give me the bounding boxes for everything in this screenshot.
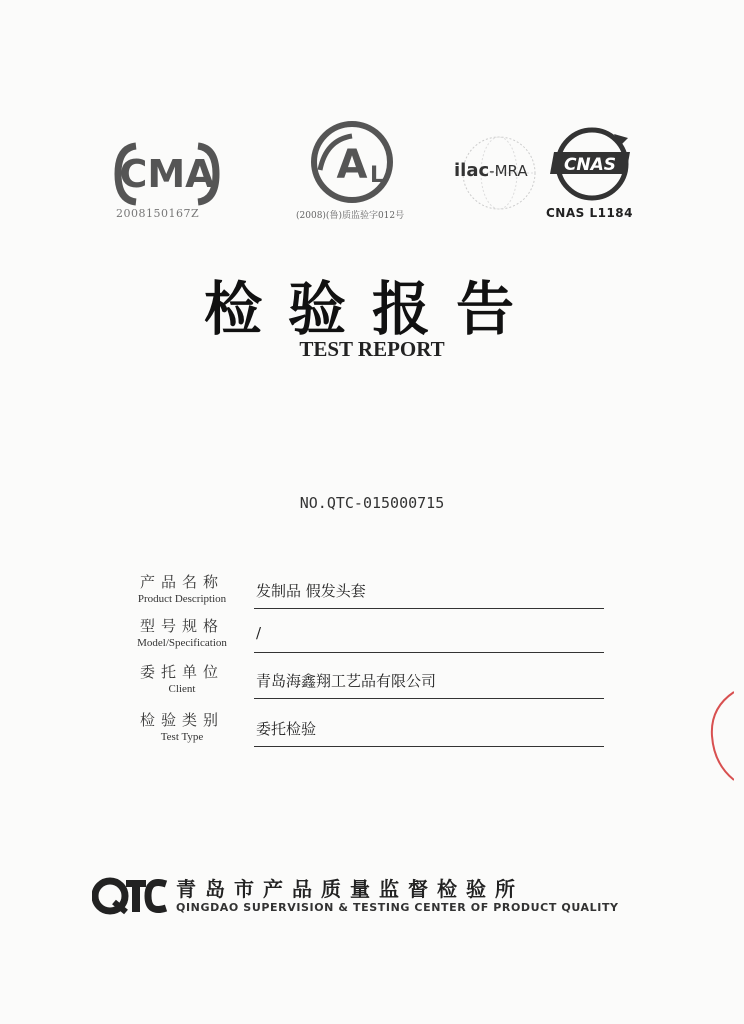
field-label-cn: 委托单位 bbox=[139, 663, 224, 681]
report-number: NO.QTC-015000715 bbox=[299, 494, 445, 512]
field-label-cn: 型号规格 bbox=[139, 617, 224, 635]
cma-number: 2008150167Z bbox=[116, 207, 200, 220]
field-value: 委托检验 bbox=[256, 720, 317, 738]
qtc-logo-icon bbox=[92, 876, 168, 916]
ilac-mra-logo bbox=[454, 160, 528, 181]
organization-name-en: QINGDAO SUPERVISION & TESTING CENTER OF PRODUCT QUALITY bbox=[176, 901, 619, 914]
cnas-logo-text: CNAS bbox=[563, 155, 617, 175]
field-value: 发制品 假发头套 bbox=[256, 582, 366, 600]
organization-name-cn: 青岛市产品质量监督检验所 bbox=[176, 877, 524, 901]
qtc-logo-text: QTC bbox=[92, 876, 95, 877]
field-value: 青岛海鑫翔工艺品有限公司 bbox=[256, 672, 437, 690]
field-underline bbox=[254, 698, 604, 699]
red-seal-edge-icon bbox=[704, 688, 734, 784]
field-product-description bbox=[116, 572, 606, 616]
field-label-en: Product Description bbox=[137, 593, 227, 605]
field-label-cn: 检验类别 bbox=[139, 711, 224, 729]
ilac-text: ilac bbox=[454, 160, 490, 181]
svg-text:L: L bbox=[370, 163, 385, 188]
field-label-en: Client bbox=[168, 683, 196, 695]
field-label-en: Model/Specification bbox=[137, 637, 227, 649]
field-underline bbox=[254, 608, 604, 609]
report-title-en: TEST REPORT bbox=[299, 337, 445, 361]
field-label bbox=[116, 572, 248, 606]
cal-logo-icon bbox=[302, 120, 402, 210]
field-label-cn: 产品名称 bbox=[139, 573, 224, 591]
cnas-code: CNAS L1184 bbox=[546, 206, 634, 220]
report-title-cn: 检验报告 bbox=[203, 275, 540, 343]
field-label bbox=[116, 616, 248, 650]
svg-text:A: A bbox=[336, 142, 368, 188]
field-label-en: Test Type bbox=[160, 731, 204, 743]
mra-text: -MRA bbox=[489, 162, 528, 180]
field-label bbox=[116, 710, 248, 744]
field-value: / bbox=[256, 624, 262, 642]
field-underline bbox=[254, 652, 604, 653]
field-model-specification bbox=[116, 616, 606, 660]
field-label bbox=[116, 662, 248, 696]
cma-logo-text: CMA bbox=[119, 152, 215, 196]
cal-number: (2008)(鲁)质监验字012号 bbox=[296, 211, 405, 221]
field-client bbox=[116, 662, 606, 706]
cma-logo-icon bbox=[114, 138, 220, 210]
field-underline bbox=[254, 746, 604, 747]
cnas-logo-icon bbox=[544, 126, 640, 204]
field-test-type bbox=[116, 710, 606, 754]
